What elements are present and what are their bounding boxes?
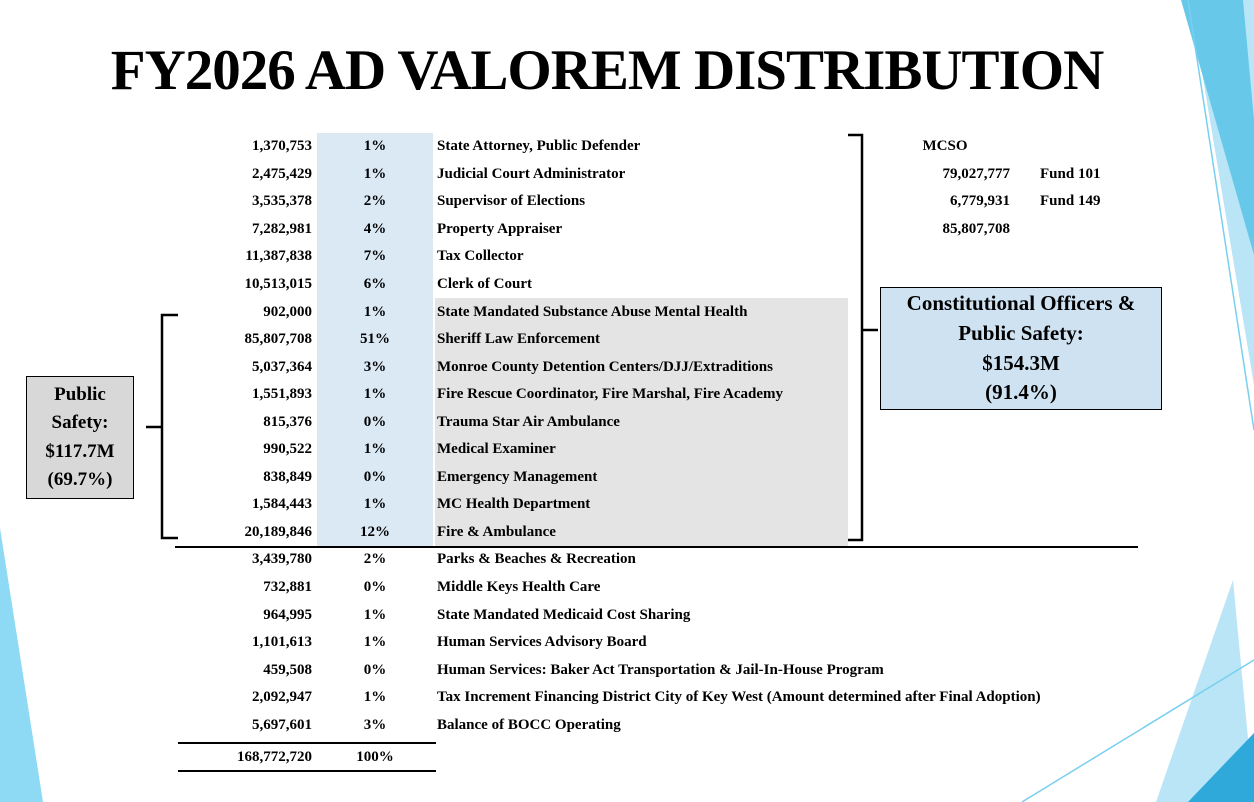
- table-row: [180, 711, 1180, 739]
- total-row: [180, 744, 780, 772]
- row-value: 20,189,846: [244, 523, 312, 540]
- row-percent: 2%: [363, 193, 387, 210]
- row-value: 2,475,429: [252, 165, 312, 182]
- row-label: Middle Keys Health Care: [437, 579, 601, 596]
- row-label: Property Appraiser: [437, 220, 563, 237]
- table-row: [180, 574, 1180, 602]
- row-percent: 1%: [363, 138, 387, 155]
- row-percent: 1%: [363, 689, 387, 706]
- constitutional-amount: $154.3M: [982, 350, 1060, 375]
- row-percent: 0%: [363, 413, 387, 430]
- row-label: State Mandated Medicaid Cost Sharing: [437, 606, 691, 623]
- row-label: Tax Increment Financing District City of Key West (Amount determined after Final Adoption): [437, 689, 1041, 706]
- row-value: 5,037,364: [252, 358, 312, 375]
- row-percent: 1%: [363, 441, 387, 458]
- row-percent: 7%: [363, 248, 387, 265]
- row-label: Judicial Court Administrator: [437, 165, 626, 182]
- mcso-entry-value: 79,027,777: [942, 165, 1010, 182]
- public-safety-bracket: [146, 315, 178, 538]
- table-row: [180, 684, 1180, 712]
- row-value: 1,551,893: [252, 386, 312, 403]
- row-value: 11,387,838: [245, 248, 312, 265]
- table-row: [180, 491, 1180, 519]
- row-label: Supervisor of Elections: [437, 193, 586, 210]
- mcso-entry-row: [880, 188, 1200, 216]
- row-label: Balance of BOCC Operating: [437, 716, 621, 733]
- table-row: [180, 601, 1180, 629]
- row-percent: 0%: [363, 579, 387, 596]
- row-value: 3,535,378: [252, 193, 312, 210]
- row-percent: 51%: [360, 331, 390, 348]
- row-percent: 1%: [363, 634, 387, 651]
- row-percent: 3%: [363, 716, 387, 733]
- row-percent: 4%: [363, 220, 387, 237]
- row-value: 1,370,753: [252, 138, 312, 155]
- row-percent: 1%: [363, 386, 387, 403]
- row-label: Monroe County Detention Centers/DJJ/Extraditions: [437, 358, 773, 375]
- constitutional-percent: (91.4%): [985, 380, 1057, 405]
- row-percent: 0%: [363, 661, 387, 678]
- mcso-fund-label: Fund 149: [1040, 193, 1101, 210]
- row-label: MC Health Department: [437, 496, 591, 513]
- row-percent: 3%: [363, 358, 387, 375]
- mcso-title: MCSO: [922, 138, 968, 155]
- row-label: Medical Examiner: [437, 441, 556, 458]
- mcso-entry-value: 6,779,931: [950, 193, 1010, 210]
- row-value: 2,092,947: [252, 689, 312, 706]
- row-percent: 1%: [363, 496, 387, 513]
- total-rule-bottom: [178, 770, 436, 772]
- row-label: Trauma Star Air Ambulance: [437, 413, 620, 430]
- row-label: State Mandated Substance Abuse Mental Health: [437, 303, 748, 320]
- table-row: [180, 243, 1180, 271]
- row-value: 815,376: [263, 413, 312, 430]
- row-percent: 0%: [363, 468, 387, 485]
- row-label: Tax Collector: [437, 248, 524, 265]
- mcso-header-row: [880, 133, 1200, 161]
- row-percent: 1%: [363, 606, 387, 623]
- row-percent: 6%: [363, 276, 387, 292]
- mcso-block: [880, 133, 1200, 243]
- row-percent: 2%: [363, 551, 387, 568]
- row-value: 838,849: [263, 468, 312, 485]
- row-value: 902,000: [263, 303, 312, 320]
- table-row: [180, 656, 1180, 684]
- table-row: [180, 629, 1180, 657]
- table-row: [180, 464, 1180, 492]
- row-label: Human Services Advisory Board: [437, 634, 647, 651]
- mcso-entries: [880, 161, 1200, 216]
- row-percent: 1%: [363, 303, 387, 320]
- row-label: State Attorney, Public Defender: [437, 138, 641, 155]
- row-value: 459,508: [263, 661, 312, 678]
- row-label: Fire Rescue Coordinator, Fire Marshal, Fire Academy: [437, 386, 784, 403]
- corner-wedge-bottom-left: [0, 528, 43, 802]
- row-value: 85,807,708: [244, 331, 312, 348]
- row-label: Parks & Beaches & Recreation: [437, 551, 636, 568]
- row-percent: 12%: [360, 523, 390, 540]
- constitutional-officers-callout: [880, 287, 1162, 410]
- row-label: Clerk of Court: [437, 276, 532, 292]
- row-value: 964,995: [263, 606, 312, 623]
- table-row: [180, 519, 1180, 547]
- row-value: 3,439,780: [252, 551, 312, 568]
- total-percent: 100%: [356, 749, 394, 766]
- table-row: [180, 546, 1180, 574]
- section-divider-line: [175, 546, 1138, 548]
- mcso-entry-row: [880, 161, 1200, 189]
- row-label: Sheriff Law Enforcement: [437, 331, 601, 348]
- row-label: Emergency Management: [437, 468, 598, 485]
- row-value: 990,522: [263, 441, 312, 458]
- row-percent: 1%: [363, 165, 387, 182]
- table-row: [180, 436, 1180, 464]
- row-value: 10,513,015: [244, 276, 312, 292]
- page-title: FY2026 AD VALOREM DISTRIBUTION: [110, 39, 1104, 102]
- mcso-fund-label: Fund 101: [1040, 165, 1101, 182]
- public-safety-label: Public Safety:: [51, 383, 109, 433]
- public-safety-percent: (69.7%): [47, 469, 113, 490]
- public-safety-amount: $117.7M: [45, 440, 115, 462]
- row-value: 732,881: [263, 579, 312, 596]
- row-label: Human Services: Baker Act Transportation & Jail-In-House Program: [437, 661, 884, 678]
- table-row: [180, 408, 1180, 436]
- row-value: 7,282,981: [252, 220, 312, 237]
- public-safety-callout: [26, 376, 134, 499]
- mcso-total: 85,807,708: [942, 220, 1010, 237]
- row-value: 5,697,601: [252, 716, 312, 733]
- row-label: Fire & Ambulance: [437, 523, 556, 540]
- total-value: 168,772,720: [237, 749, 312, 766]
- row-value: 1,101,613: [252, 634, 312, 651]
- mcso-total-row: [880, 216, 1200, 244]
- row-value: 1,584,443: [252, 496, 312, 513]
- constitutional-label: Constitutional Officers & Public Safety:: [906, 290, 1136, 345]
